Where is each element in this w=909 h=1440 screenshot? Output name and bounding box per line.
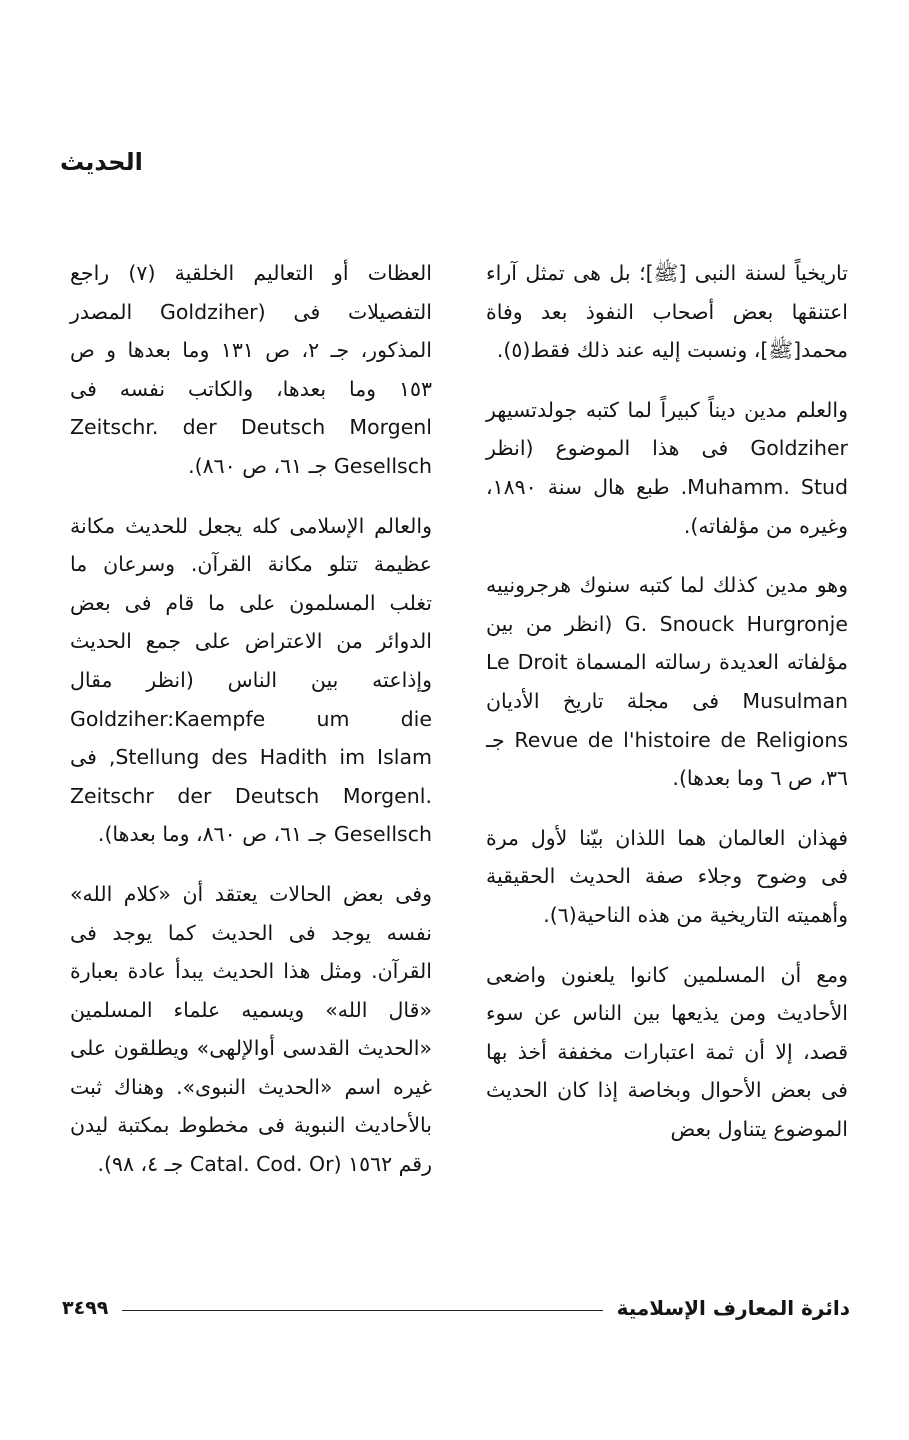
paragraph: وفى بعض الحالات يعتقد أن «كلام الله» نفسه يوجد فى الحديث كما يوجد فى القرآن. ومثل هذا الحديث يبدأ عادة بعبارة «قال الله» ويسميه علماء المسلمين «الحديث القدسى أوالإلهى» ويطلقون على غيره اسم «الحديث النبوى». وهناك ثبت بالأحاديث النبوية فى مخطوط بمكتبة ليدن رقم ١٥٦٢ (Catal. Cod. Or جـ ٤، ٩٨). bbox=[70, 881, 432, 1177]
paragraph: ومع أن المسلمين كانوا يلعنون واضعى الأحاديث ومن يذيعها بين الناس عن سوء قصد، إلا أن ثمة اعتبارات مخففة أخذ بها فى بعض الأحوال وبخاصة إذا كان الحديث الموضوع يتناول بعض bbox=[486, 962, 848, 1141]
left-column bbox=[70, 254, 432, 1205]
page-number: ٣٤٩٩ bbox=[62, 1297, 109, 1319]
right-column bbox=[486, 254, 848, 1169]
paragraph: والعلم مدين ديناً كبيراً لما كتبه جولدتسيهر Goldziher فى هذا الموضوع (انظر Muhamm. Stud. طبع هال سنة ١٨٩٠، وغيره من مؤلفاته). bbox=[486, 397, 848, 538]
paragraph: وهو مدين كذلك لما كتبه سنوك هرجرونييه G. Snouck Hurgronje (انظر من بين مؤلفاته العديدة رسالته المسماة Le Droit Musulman فى مجلة تاريخ الأديان Revue de l'histoire de Religions جـ ٣٦، ص ٦ وما بعدها). bbox=[486, 573, 848, 791]
paragraph: والعالم الإسلامى كله يجعل للحديث مكانة عظيمة تتلو مكانة القرآن. وسرعان ما تغلب المسلمون على ما قام فى بعض الدوائر من الاعتراض على جمع الحديث وإذاعته بين الناس (انظر مقال Goldziher:Kaempfe um die Stellung des Hadith im Islam, فى Zeitschr der Deutsch Morgenl. Gesellsch جـ ٦١، ص ٨٦٠، وما بعدها). bbox=[70, 513, 432, 847]
publication-title: دائرة المعارف الإسلامية bbox=[616, 1296, 850, 1320]
page-footer bbox=[62, 1292, 850, 1324]
paragraph: العظات أو التعاليم الخلقية (٧) راجع التفصيلات فى (Goldziher المصدر المذكور، جـ ٢، ص ١٣١ وما بعدها و ص ١٥٣ وما بعدها، والكاتب نفسه فى Zeitschr. der Deutsch Morgenl Gesellsch جـ ٦١، ص ٨٦٠). bbox=[70, 261, 432, 478]
running-header: الحديث bbox=[60, 148, 143, 176]
paragraph: فهذان العالمان هما اللذان بيّنا لأول مرة فى وضوح وجلاء صفة الحديث الحقيقية وأهميته التاريخية من هذه الناحية(٦). bbox=[486, 825, 848, 927]
paragraph: تاريخياً لسنة النبى [ﷺ]؛ بل هى تمثل آراء اعتنقها بعض أصحاب النفوذ بعد وفاة محمد[ﷺ]، ونسبت إليه عند ذلك فقط(٥). bbox=[486, 261, 848, 363]
footer-rule bbox=[122, 1310, 602, 1311]
